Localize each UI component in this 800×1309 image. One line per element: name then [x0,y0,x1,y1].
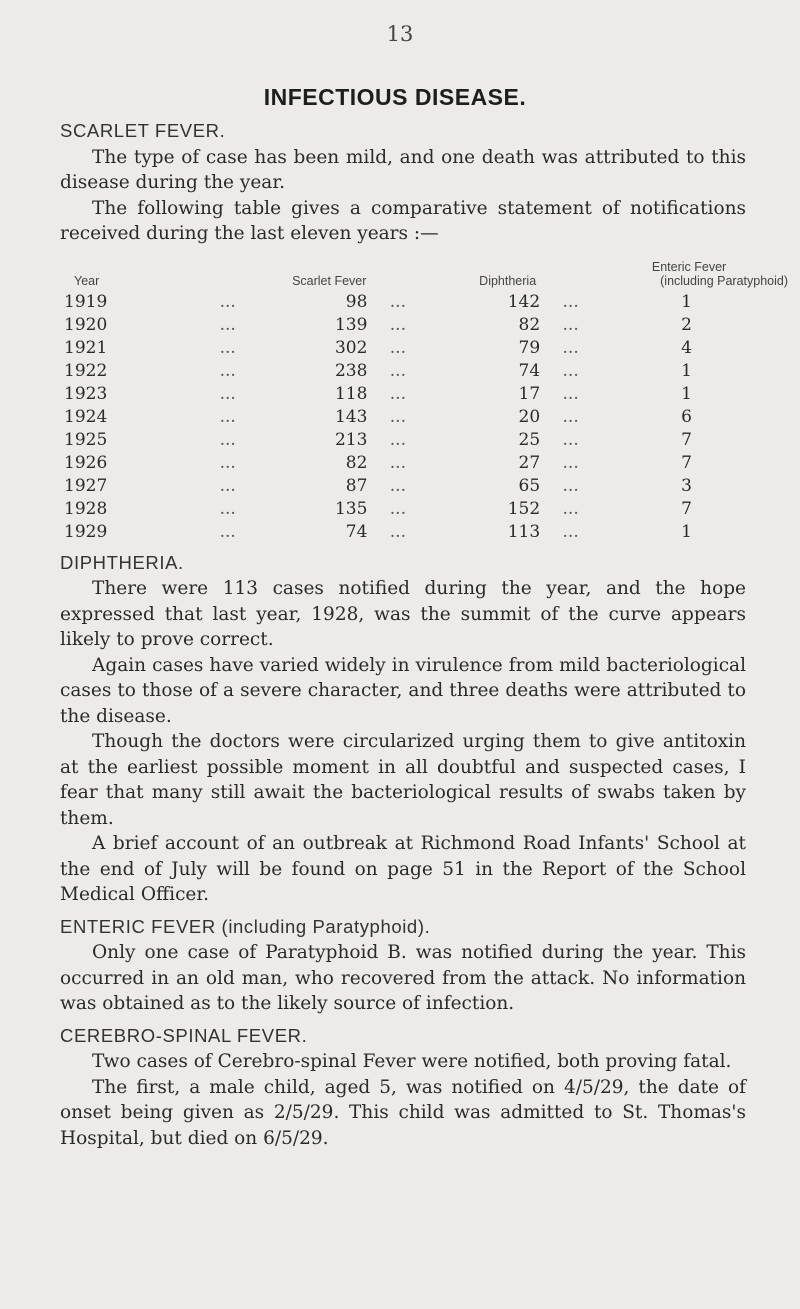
leader-dots: ... [562,452,579,473]
leader-dots: ... [562,406,579,427]
leader-dots: ... [562,498,579,519]
column-header-diphtheria: Diphtheria [479,273,537,288]
paragraph: Again cases have varied widely in virulence from mild bacteriological cases to those of a severe character, and three deaths were attributed to the disease. [60,654,746,727]
leader-dots: ... [219,498,236,519]
leader-dots: ... [219,406,236,427]
table-row [60,498,746,521]
scarlet-fever-cell: 302 [334,337,368,358]
diphtheria-cell: 20 [518,406,541,427]
year-cell: 1927 [64,475,108,496]
scarlet-fever-cell: 213 [334,429,368,450]
leader-dots: ... [219,383,236,404]
paragraph: Two cases of Cerebro-spinal Fever were notified, both proving fatal. [92,1051,732,1072]
diphtheria-cell: 17 [518,383,541,404]
enteric-fever-cell: 3 [681,475,692,496]
leader-dots: ... [389,406,406,427]
enteric-fever-cell: 1 [681,291,692,312]
leader-dots: ... [219,429,236,450]
leader-dots: ... [219,360,236,381]
enteric-fever-cell: 6 [681,406,692,427]
leader-dots: ... [562,521,579,542]
year-cell: 1921 [64,337,108,358]
leader-dots: ... [219,337,236,358]
table-row [60,475,746,498]
table-header-row [60,259,746,291]
diphtheria-cell: 27 [518,452,541,473]
year-cell: 1929 [64,521,108,542]
diphtheria-cell: 25 [518,429,541,450]
year-cell: 1926 [64,452,108,473]
diphtheria-cell: 142 [507,291,541,312]
year-cell: 1924 [64,406,108,427]
leader-dots: ... [219,521,236,542]
enteric-fever-cell: 1 [681,521,692,542]
leader-dots: ... [389,360,406,381]
leader-dots: ... [219,452,236,473]
scarlet-fever-cell: 74 [345,521,368,542]
enteric-fever-cell: 2 [681,314,692,335]
paragraph: The first, a male child, aged 5, was notified on 4/5/29, the date of onset being given as 2/5/29. This child was admitted to St. Thomas's Hospital, but died on 6/5/29. [60,1076,746,1149]
section-heading-scarlet-fever: SCARLET FEVER. [60,120,226,141]
leader-dots: ... [389,383,406,404]
diphtheria-cell: 113 [507,521,541,542]
leader-dots: ... [389,337,406,358]
column-header-scarlet-fever: Scarlet Fever [292,273,367,288]
table-row [60,360,746,383]
document-body [60,118,788,1151]
leader-dots: ... [389,521,406,542]
enteric-fever-cell: 7 [681,429,692,450]
paragraph: Though the doctors were circularized urging them to give antitoxin at the earliest possible moment in all doubtful and suspected cases, I fear that many still await the bacteriological results of swabs taken by them. [60,731,746,829]
scarlet-fever-cell: 135 [334,498,368,519]
table-row [60,521,746,544]
table-row [60,291,746,314]
table-row [60,452,746,475]
leader-dots: ... [219,314,236,335]
diphtheria-cell: 82 [518,314,541,335]
leader-dots: ... [389,314,406,335]
leader-dots: ... [562,475,579,496]
page-number: 13 [386,22,414,46]
paragraph: There were 113 cases notified during the year, and the hope expressed that last year, 1928, was the summit of the curve appears likely to prove correct. [60,578,746,650]
paragraph: The following table gives a comparative statement of notifications received during the last eleven years :— [60,197,746,244]
leader-dots: ... [219,291,236,312]
table-row [60,383,746,406]
table-row [60,314,746,337]
year-cell: 1925 [64,429,108,450]
enteric-fever-cell: 1 [681,383,692,404]
paragraph: Only one case of Paratyphoid B. was notified during the year. This occurred in an old man, who recovered from the attack. No information was obtained as to the likely source of infection. [60,942,746,1014]
enteric-fever-cell: 4 [681,337,692,358]
year-cell: 1920 [64,314,108,335]
leader-dots: ... [562,291,579,312]
section-heading-diphtheria: DIPHTHERIA. [60,551,184,573]
leader-dots: ... [389,291,406,312]
diphtheria-cell: 65 [518,475,541,496]
year-cell: 1928 [64,498,108,519]
column-header-enteric-fever: Enteric Fever (including Paratyphoid) [651,259,788,288]
paragraph: A brief account of an outbreak at Richmond Road Infants' School at the end of July will be found on page 51 in the Report of the School Medical Officer. [60,833,746,905]
table-row [60,429,746,452]
leader-dots: ... [219,475,236,496]
scarlet-fever-cell: 238 [334,360,368,381]
year-cell: 1923 [64,383,108,404]
notifications-table [60,259,788,544]
leader-dots: ... [562,360,579,381]
paragraph: The type of case has been mild, and one death was attributed to this disease during the year. [60,146,746,193]
scarlet-fever-cell: 139 [334,314,368,335]
scarlet-fever-cell: 98 [345,291,368,312]
year-cell: 1919 [64,291,108,312]
page-title: INFECTIOUS DISEASE. [263,84,527,110]
leader-dots: ... [389,452,406,473]
scarlet-fever-cell: 87 [345,475,368,496]
leader-dots: ... [389,475,406,496]
diphtheria-cell: 79 [518,337,541,358]
diphtheria-cell: 152 [507,498,541,519]
leader-dots: ... [389,429,406,450]
section-heading-enteric-fever: ENTERIC FEVER (including Paratyphoid). [60,915,431,937]
leader-dots: ... [562,429,579,450]
section-heading-cerebro-spinal-fever: CEREBRO-SPINAL FEVER. [60,1024,308,1046]
enteric-fever-cell: 7 [681,498,692,519]
column-header-year: Year [74,273,100,288]
leader-dots: ... [562,383,579,404]
leader-dots: ... [562,314,579,335]
leader-dots: ... [562,337,579,358]
scarlet-fever-cell: 118 [334,383,368,404]
table-row [60,406,746,429]
scarlet-fever-cell: 82 [345,452,368,473]
enteric-fever-cell: 7 [681,452,692,473]
enteric-fever-cell: 1 [681,360,692,381]
year-cell: 1922 [64,360,108,381]
scarlet-fever-cell: 143 [334,406,368,427]
leader-dots: ... [389,498,406,519]
table-row [60,337,746,360]
diphtheria-cell: 74 [518,360,541,381]
